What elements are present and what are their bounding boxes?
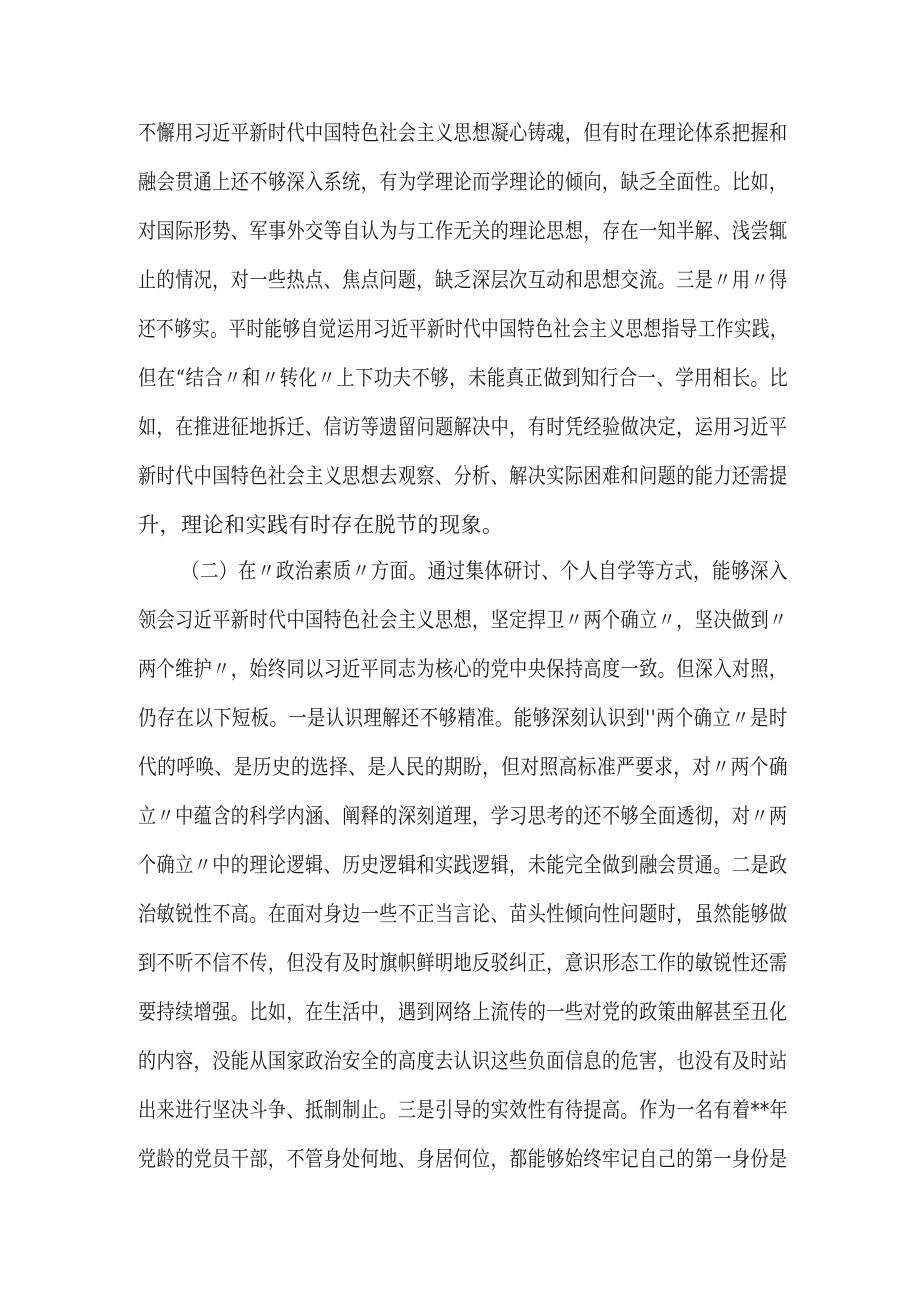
paragraph-2-line: 代的呼唤、是历史的选择、是人民的期盼，但对照高标准严要求，对〃两个确 bbox=[138, 755, 788, 779]
paragraph-1-line: 不懈用习近平新时代中国特色社会主义思想凝心铸魂，但有时在理论体系把握和 bbox=[138, 121, 788, 145]
paragraph-2-line: 两个维护〃，始终同以习近平同志为核心的党中央保持高度一致。但深入对照， bbox=[138, 657, 788, 681]
paragraph-1-line: 还不够实。平时能够自觉运用习近平新时代中国特色社会主义思想指导工作实践， bbox=[138, 317, 788, 341]
paragraph-2-line: 领会习近平新时代中国特色社会主义思想，坚定捍卫〃两个确立〃，坚决做到〃 bbox=[138, 608, 788, 632]
paragraph-2-line: （二）在〃政治素质〃方面。通过集体研讨、个人自学等方式，能够深入 bbox=[181, 559, 788, 583]
paragraph-2-line: 立〃中蕴含的科学内涵、阐释的深刻道理，学习思考的还不够全面透彻，对〃两 bbox=[138, 804, 788, 828]
paragraph-2-line: 党龄的党员干部，不管身处何地、身居何位，都能够始终牢记自己的第一身份是 bbox=[138, 1147, 788, 1171]
paragraph-2-line: 个确立〃中的理论逻辑、历史逻辑和实践逻辑，未能完全做到融会贯通。二是政 bbox=[138, 853, 788, 877]
paragraph-2-line: 要持续增强。比如，在生活中，遇到网络上流传的一些对党的政策曲解甚至丑化 bbox=[138, 1000, 788, 1024]
paragraph-1-line: 止的情况，对一些热点、焦点问题，缺乏深层次互动和思想交流。三是〃用〃得 bbox=[138, 268, 788, 292]
paragraph-2-line: 治敏锐性不高。在面对身边一些不正当言论、苗头性倾向性问题时，虽然能够做 bbox=[138, 902, 788, 926]
paragraph-1-line: 融会贯通上还不够深入系统，有为学理论而学理论的倾向，缺乏全面性。比如， bbox=[138, 170, 788, 194]
paragraph-1-line: 升，理论和实践有时存在脱节的现象。 bbox=[138, 513, 504, 537]
paragraph-2-line: 到不听不信不传，但没有及时旗帜鲜明地反驳纠正，意识形态工作的敏锐性还需 bbox=[138, 951, 788, 975]
paragraph-1-line: 对国际形势、军事外交等自认为与工作无关的理论思想，存在一知半解、浅尝辄 bbox=[138, 219, 788, 243]
paragraph-2-line: 出来进行坚决斗争、抵制制止。三是引导的实效性有待提高。作为一名有着**年 bbox=[138, 1098, 788, 1122]
paragraph-2-line: 的内容，没能从国家政治安全的高度去认识这些负面信息的危害，也没有及时站 bbox=[138, 1049, 788, 1073]
paragraph-1-line: 如，在推进征地拆迁、信访等遗留问题解决中，有时凭经验做决定，运用习近平 bbox=[138, 415, 788, 439]
paragraph-1-line: 但在“结合〃和〃转化〃上下功夫不够，未能真正做到知行合一、学用相长。比 bbox=[138, 366, 789, 390]
paragraph-1-line: 新时代中国特色社会主义思想去观察、分析、解决实际困难和问题的能力还需提 bbox=[138, 464, 788, 488]
paragraph-2-line: 仍存在以下短板。一是认识理解还不够精准。能够深刻认识到''两个确立〃是时 bbox=[138, 706, 788, 730]
